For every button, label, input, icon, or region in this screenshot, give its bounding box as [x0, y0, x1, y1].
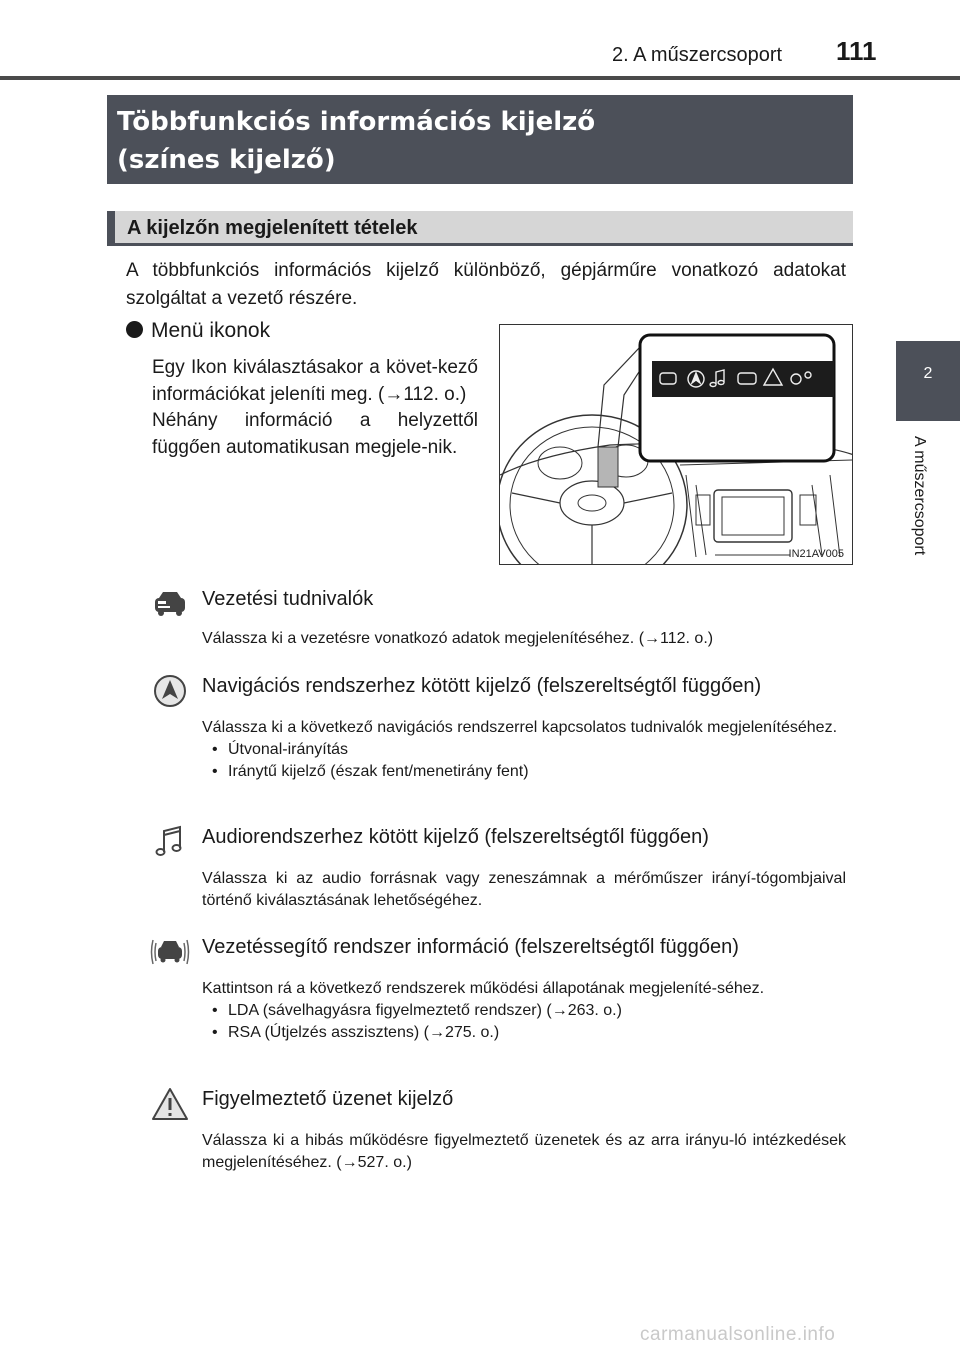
- item-title: Vezetéssegítő rendszer információ (felszereltségtől függően): [202, 936, 739, 958]
- item-title: Vezetési tudnivalók: [202, 588, 374, 610]
- item-body-text: Válassza ki a következő navigációs rendszerrel kapcsolatos tudnivalók megjelenítéséhez.: [202, 719, 838, 736]
- chapter-side-tab: [896, 341, 960, 421]
- car-info-icon: [150, 584, 190, 624]
- dashboard-drawing: [500, 325, 853, 565]
- list-item: • RSA (Útjelzés asszisztens) (→275. o.): [212, 1022, 846, 1044]
- page-number: 111: [836, 36, 877, 66]
- item-bullet-list: [202, 1000, 846, 1044]
- dashboard-illustration: [499, 324, 853, 565]
- menu-icons-heading: [126, 319, 270, 343]
- section-title-line2: (színes kijelző): [117, 145, 336, 175]
- item-body: [202, 717, 846, 783]
- warning-triangle-icon: [150, 1084, 190, 1124]
- side-tab-label: A műszercsoport: [911, 436, 928, 556]
- section-title: [107, 95, 853, 184]
- item-bullet-list: [202, 739, 846, 783]
- item-title: Audiorendszerhez kötött kijelző (felszereltségtől függően): [202, 826, 709, 848]
- side-tab-number: 2: [923, 365, 933, 382]
- bullet-dot-icon: [126, 321, 143, 338]
- menu-description: [152, 355, 478, 461]
- intro-paragraph: A többfunkciós információs kijelző különböző, gépjárműre vonatkozó adatokat szolgáltat a vezető részére.: [126, 260, 846, 309]
- navigation-icon: [150, 671, 190, 711]
- list-item: • Iránytű kijelző (észak fent/menetirány fent): [212, 761, 846, 783]
- list-item: • Útvonal-irányítás: [212, 739, 846, 761]
- list-item: • LDA (sávelhagyásra figyelmeztető rendszer) (→263. o.): [212, 1000, 846, 1022]
- section-title-line1: Többfunkciós információs kijelző: [117, 107, 596, 137]
- item-body-text: Kattintson rá a következő rendszerek működési állapotának megjeleníté-séhez.: [202, 980, 765, 997]
- menu-description-2: Néhány információ a helyzettől függően automatikusan megjele-nik.: [152, 410, 478, 458]
- header-rule: [0, 76, 960, 80]
- item-title: Navigációs rendszerhez kötött kijelző (felszereltségtől függően): [202, 675, 762, 697]
- watermark: carmanualsonline.info: [640, 1324, 836, 1345]
- driving-assist-icon: [150, 932, 190, 972]
- item-body: Válassza ki a hibás működésre figyelmeztető üzenetek és az arra irányu-ló intézkedések megjelenítéséhez. (→527. o.): [202, 1132, 846, 1171]
- item-body: Válassza ki a vezetésre vonatkozó adatok megjelenítéséhez. (→112. o.): [202, 630, 714, 647]
- item-body: Válassza ki az audio forrásnak vagy zeneszámnak a mérőműszer irányí-tógombjaival történő kiválasztásának lehetőségéhez.: [202, 870, 846, 909]
- item-title: Figyelmeztető üzenet kijelző: [202, 1088, 454, 1110]
- chapter-title: 2. A műszercsoport: [612, 44, 783, 66]
- menu-description-1: Egy Ikon kiválasztásakor a követ-kező információkat jeleníti meg. (→112. o.): [152, 357, 478, 405]
- menu-icons-heading-text: Menü ikonok: [151, 319, 271, 342]
- item-body: [202, 978, 846, 1044]
- figure-code: IN21AV005: [788, 548, 844, 560]
- music-note-icon: [150, 822, 190, 862]
- subheading: A kijelzőn megjelenített tételek: [107, 211, 853, 246]
